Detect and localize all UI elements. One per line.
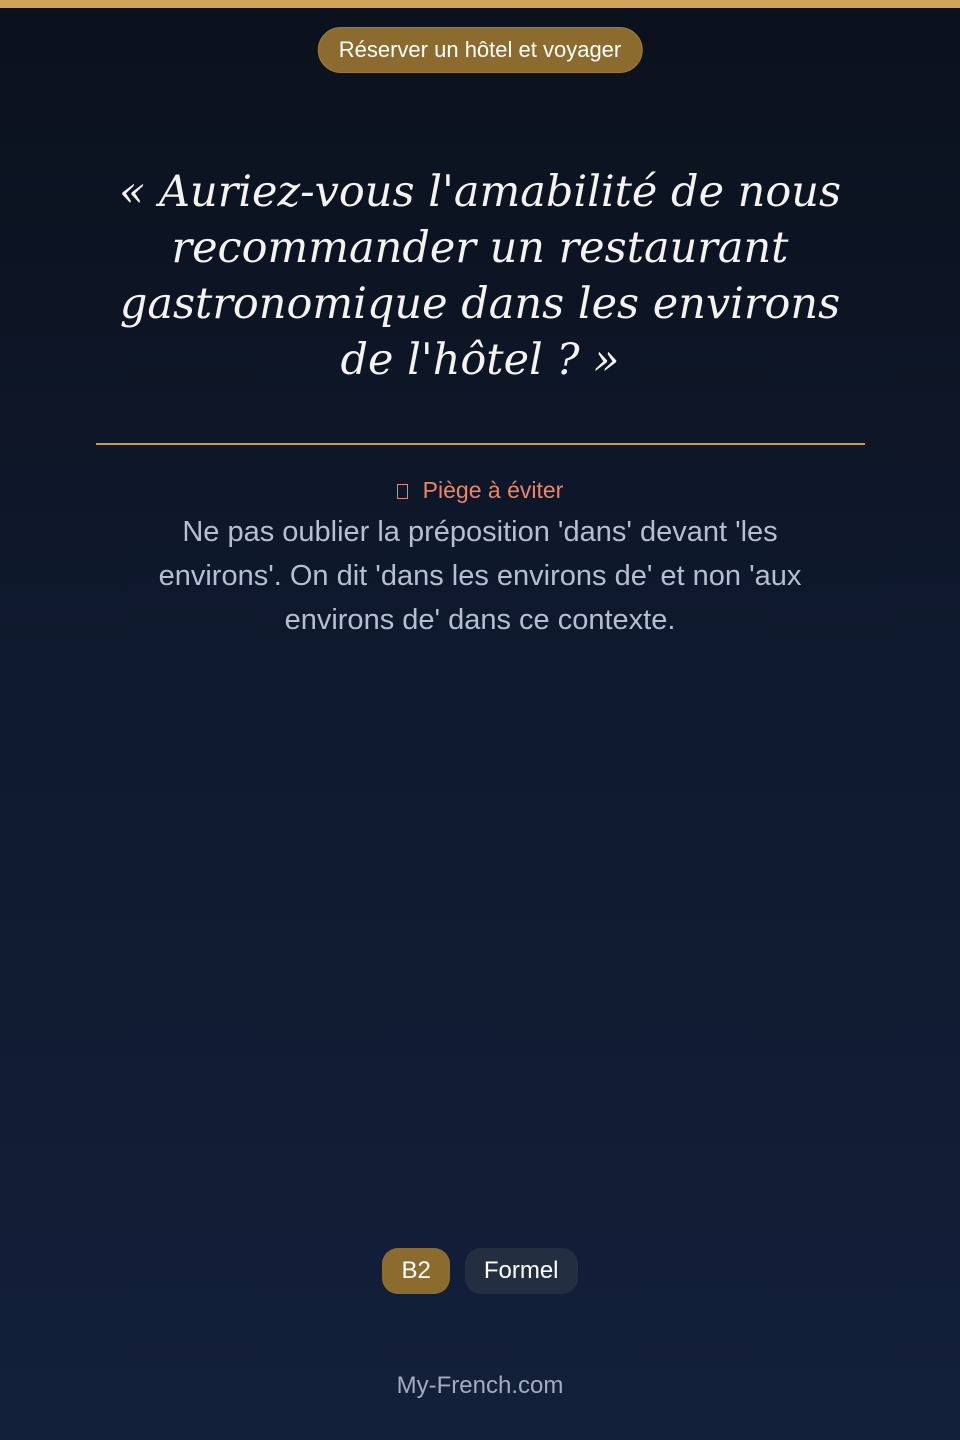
phrase-quote: « Auriez-vous l'amabilité de nous recommander un restaurant gastronomique dans les environs de l'hôtel ? »	[118, 167, 842, 385]
tag-row	[0, 1248, 960, 1294]
pitfall-heading	[0, 476, 960, 504]
pitfall-explanation: Ne pas oublier la préposition 'dans' devant 'les environs'. On dit 'dans les environs de' et non 'aux environs de' dans ce contexte.	[158, 516, 802, 636]
divider	[96, 443, 865, 445]
pitfall-title: Piège à éviter	[422, 477, 564, 503]
top-accent-bar	[0, 0, 960, 8]
category-badge: Réserver un hôtel et voyager	[318, 27, 643, 73]
footer-site-name: My-French.com	[396, 1372, 564, 1399]
level-tag: B2	[382, 1248, 449, 1294]
register-tag: Formel	[465, 1248, 578, 1294]
warning-box-icon	[397, 484, 408, 499]
